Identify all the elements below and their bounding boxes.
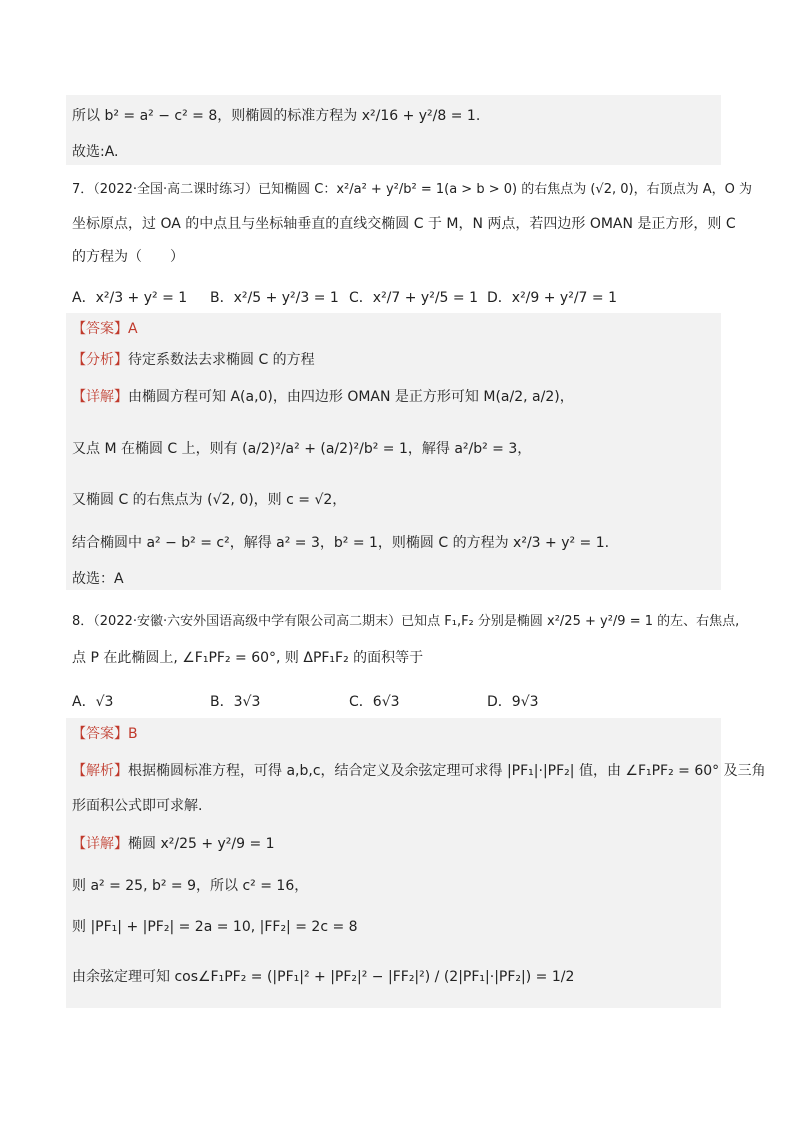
option-label: D．	[487, 694, 512, 710]
option-label: C．	[349, 694, 373, 710]
q7-answer: 【答案】A	[72, 321, 138, 337]
option-label: C．	[349, 290, 373, 306]
detail-tag: 【详解】	[72, 836, 128, 852]
q7-detail-line1	[72, 390, 574, 404]
detail-tag: 【详解】	[72, 389, 128, 405]
q8-detail-line2: 则 a² = 25, b² = 9，所以 c² = 16，	[72, 878, 309, 894]
solution-band-q8	[66, 718, 721, 1008]
q8-stem-line1: 8．（2022·安徽·六安外国语高级中学有限公司高二期末）已知点 F₁,F₂ 分别是椭圆 x²/25 + y²/9 = 1 的左、右焦点,	[72, 614, 740, 629]
q7-option-a	[72, 287, 187, 307]
q8-analysis-line2: 形面积公式即可求解.	[72, 798, 203, 814]
q8-detail-line1	[72, 837, 275, 851]
analysis-tag: 【分析】	[72, 352, 128, 368]
q8-option-a	[72, 691, 113, 711]
option-label: D．	[487, 290, 512, 306]
option-label: B．	[210, 290, 234, 306]
analysis-text: 根据椭圆标准方程，可得 a,b,c，结合定义及余弦定理可求得 |PF₁|·|PF₂| 值，由 ∠F₁PF₂ = 60° 及三角	[128, 763, 766, 779]
q7-stem-line2: 坐标原点，过 OA 的中点且与坐标轴垂直的直线交椭圆 C 于 M，N 两点，若四边形 OMAN 是正方形，则 C	[72, 216, 736, 232]
q8-option-b	[210, 691, 260, 711]
q8-detail-line4: 由余弦定理可知 cos∠F₁PF₂ = (|PF₁|² + |PF₂|² − |FF₂|²) / (2|PF₁|·|PF₂|) = 1/2	[72, 969, 575, 985]
option-text: √3	[95, 694, 114, 710]
prev-solution-choice: 故选:A.	[72, 144, 119, 160]
prev-solution-line: 所以 b² = a² − c² = 8，则椭圆的标准方程为 x²/16 + y²/8 = 1.	[72, 108, 481, 124]
option-label: B．	[210, 694, 234, 710]
q8-stem-line2: 点 P 在此椭圆上, ∠F₁PF₂ = 60°, 则 ΔPF₁F₂ 的面积等于	[72, 650, 424, 666]
q8-detail-line3: 则 |PF₁| + |PF₂| = 2a = 10, |FF₂| = 2c = 8	[72, 919, 358, 935]
detail-text: 椭圆 x²/25 + y²/9 = 1	[128, 836, 275, 852]
option-text: 9√3	[511, 694, 539, 710]
q8-option-d	[487, 691, 539, 711]
q7-detail-line2: 又点 M 在椭圆 C 上，则有 (a/2)²/a² + (a/2)²/b² = 1，解得 a²/b² = 3，	[72, 441, 532, 457]
q7-option-c	[349, 287, 478, 307]
option-label: A．	[72, 694, 96, 710]
q7-detail-line3: 又椭圆 C 的右焦点为 (√2, 0)，则 c = √2，	[72, 492, 347, 508]
q7-option-b	[210, 287, 339, 307]
option-text: x²/9 + y²/7 = 1	[511, 290, 617, 306]
option-label: A．	[72, 290, 96, 306]
q8-analysis-line1	[72, 764, 766, 778]
option-text: x²/3 + y² = 1	[95, 290, 188, 306]
solution-band-top	[66, 95, 721, 165]
q7-analysis	[72, 353, 315, 367]
option-text: 3√3	[233, 694, 261, 710]
option-text: x²/5 + y²/3 = 1	[233, 290, 339, 306]
q8-option-c	[349, 691, 400, 711]
q7-option-d	[487, 287, 617, 307]
q7-detail-line4: 结合椭圆中 a² − b² = c²，解得 a² = 3，b² = 1，则椭圆 C 的方程为 x²/3 + y² = 1.	[72, 535, 610, 551]
option-text: 6√3	[372, 694, 400, 710]
option-text: x²/7 + y²/5 = 1	[372, 290, 478, 306]
q7-stem-line3: 的方程为（ ）	[72, 249, 184, 265]
analysis-text: 待定系数法去求椭圆 C 的方程	[128, 352, 315, 368]
q7-choice: 故选：A	[72, 571, 124, 587]
analysis-tag: 【解析】	[72, 763, 128, 779]
q8-answer: 【答案】B	[72, 726, 138, 742]
detail-text: 由椭圆方程可知 A(a,0)，由四边形 OMAN 是正方形可知 M(a/2, a/2)，	[128, 389, 574, 405]
q7-stem-line1: 7．（2022·全国·高二课时练习）已知椭圆 C：x²/a² + y²/b² = 1(a > b > 0) 的右焦点为 (√2, 0)，右顶点为 A，O 为	[72, 182, 752, 197]
